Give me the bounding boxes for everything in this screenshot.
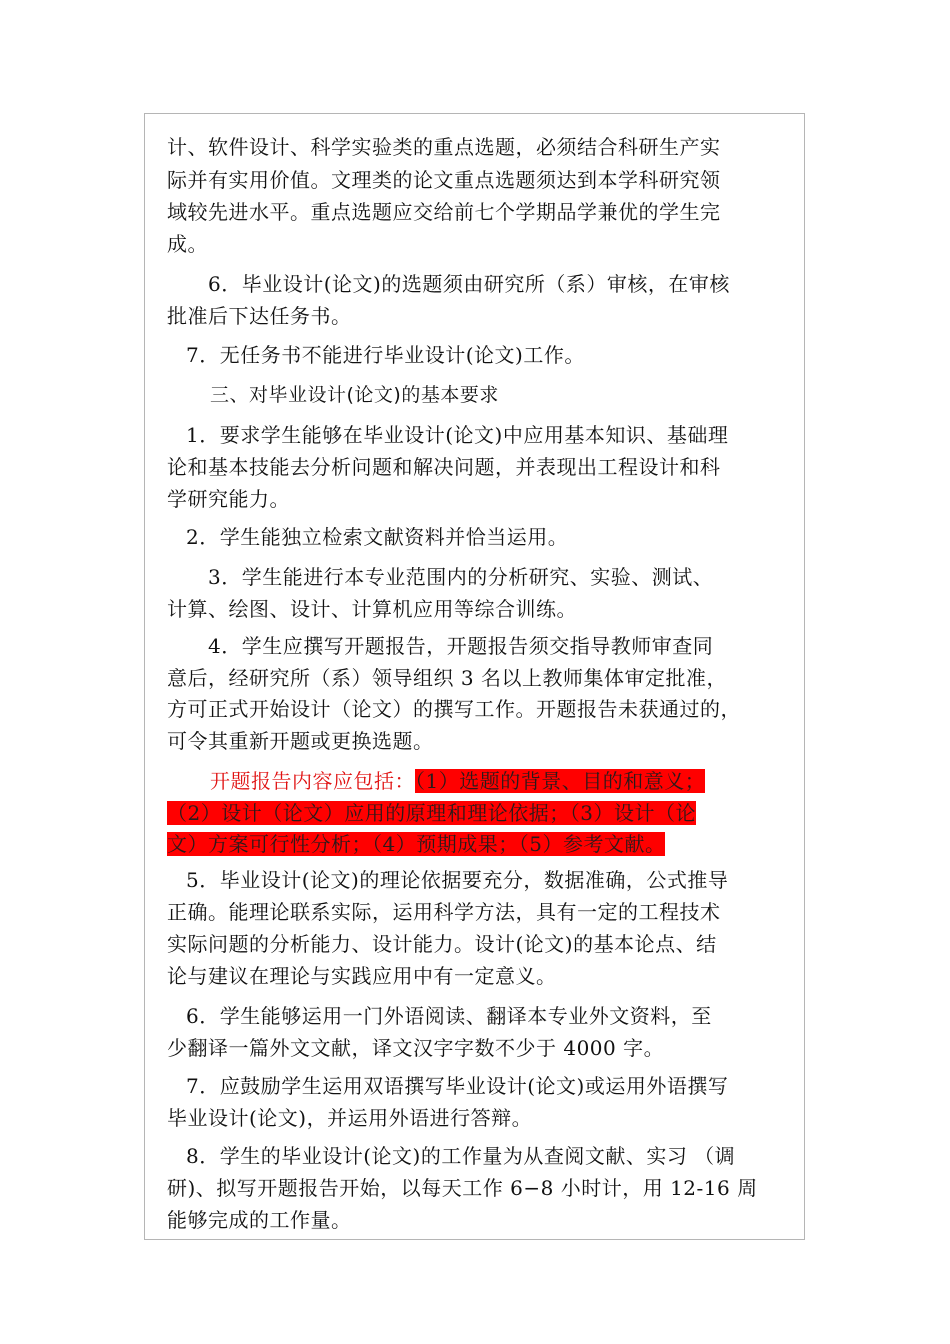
highlighted-paragraph-line: [167, 799, 696, 827]
paragraph-line: 实际问题的分析能力、设计能力。设计(论文)的基本论点、结: [167, 932, 717, 956]
paragraph-line: 方可正式开始设计（论文）的撰写工作。开题报告未获通过的，: [167, 697, 741, 721]
paragraph-line: 3．学生能进行本专业范围内的分析研究、实验、测试、: [208, 565, 714, 589]
highlight-text: 文）方案可行性分析；（4）预期成果；（5）参考文献。: [167, 832, 666, 856]
paragraph-line: 际并有实用价值。文理类的论文重点选题须达到本学科研究领: [167, 168, 721, 192]
paragraph-line: 5．毕业设计(论文)的理论依据要充分，数据准确，公式推导: [186, 868, 729, 892]
paragraph-line: 意后，经研究所（系）领导组织 3 名以上教师集体审定批准，: [167, 666, 727, 690]
paragraph-line: 4．学生应撰写开题报告，开题报告须交指导教师审查同: [208, 634, 714, 658]
paragraph-line: 研)、拟写开题报告开始，以每天工作 6−8 小时计，用 12-16 周: [167, 1176, 758, 1200]
paragraph-line: 可令其重新开题或更换选题。: [167, 729, 434, 753]
highlighted-paragraph: [210, 767, 705, 795]
paragraph-line: 能够完成的工作量。: [167, 1208, 352, 1232]
paragraph-line: 6．学生能够运用一门外语阅读、翻译本专业外文资料，至: [186, 1004, 712, 1028]
paragraph-line: 批准后下达任务书。: [167, 304, 352, 328]
paragraph-line: 计、软件设计、科学实验类的重点选题，必须结合科研生产实: [167, 135, 721, 159]
paragraph-line: 6．毕业设计(论文)的选题须由研究所（系）审核，在审核: [208, 272, 730, 296]
highlighted-paragraph-line: [167, 830, 665, 858]
paragraph-line: 成。: [167, 232, 208, 256]
paragraph-line: 学研究能力。: [167, 487, 290, 511]
section-heading: 三、对毕业设计(论文)的基本要求: [210, 384, 499, 406]
paragraph-line: 正确。能理论联系实际，运用科学方法，具有一定的工程技术: [167, 900, 721, 924]
paragraph-line: 7．无任务书不能进行毕业设计(论文)工作。: [186, 343, 585, 367]
paragraph-line: 7．应鼓励学生运用双语撰写毕业设计(论文)或运用外语撰写: [186, 1074, 729, 1098]
paragraph-line: 毕业设计(论文)，并运用外语进行答辩。: [167, 1106, 533, 1130]
paragraph-line: 计算、绘图、设计、计算机应用等综合训练。: [167, 597, 577, 621]
paragraph-line: 论与建议在理论与实践应用中有一定意义。: [167, 964, 557, 988]
paragraph-line: 域较先进水平。重点选题应交给前七个学期品学兼优的学生完: [167, 200, 721, 224]
highlight-lead: 开题报告内容应包括：: [210, 769, 415, 793]
paragraph-line: 论和基本技能去分析问题和解决问题，并表现出工程设计和科: [167, 455, 721, 479]
highlight-text: （1）选题的背景、目的和意义；: [415, 769, 706, 793]
paragraph-line: 2．学生能独立检索文献资料并恰当运用。: [186, 525, 569, 549]
paragraph-line: 少翻译一篇外文文献，译文汉字字数不少于 4000 字。: [167, 1036, 665, 1060]
paragraph-line: 8．学生的毕业设计(论文)的工作量为从查阅文献、实习 （调: [186, 1144, 736, 1168]
highlight-text: （2）设计（论文）应用的原理和理论依据；（3）设计（论: [167, 801, 696, 825]
paragraph-line: 1．要求学生能够在毕业设计(论文)中应用基本知识、基础理: [186, 423, 729, 447]
